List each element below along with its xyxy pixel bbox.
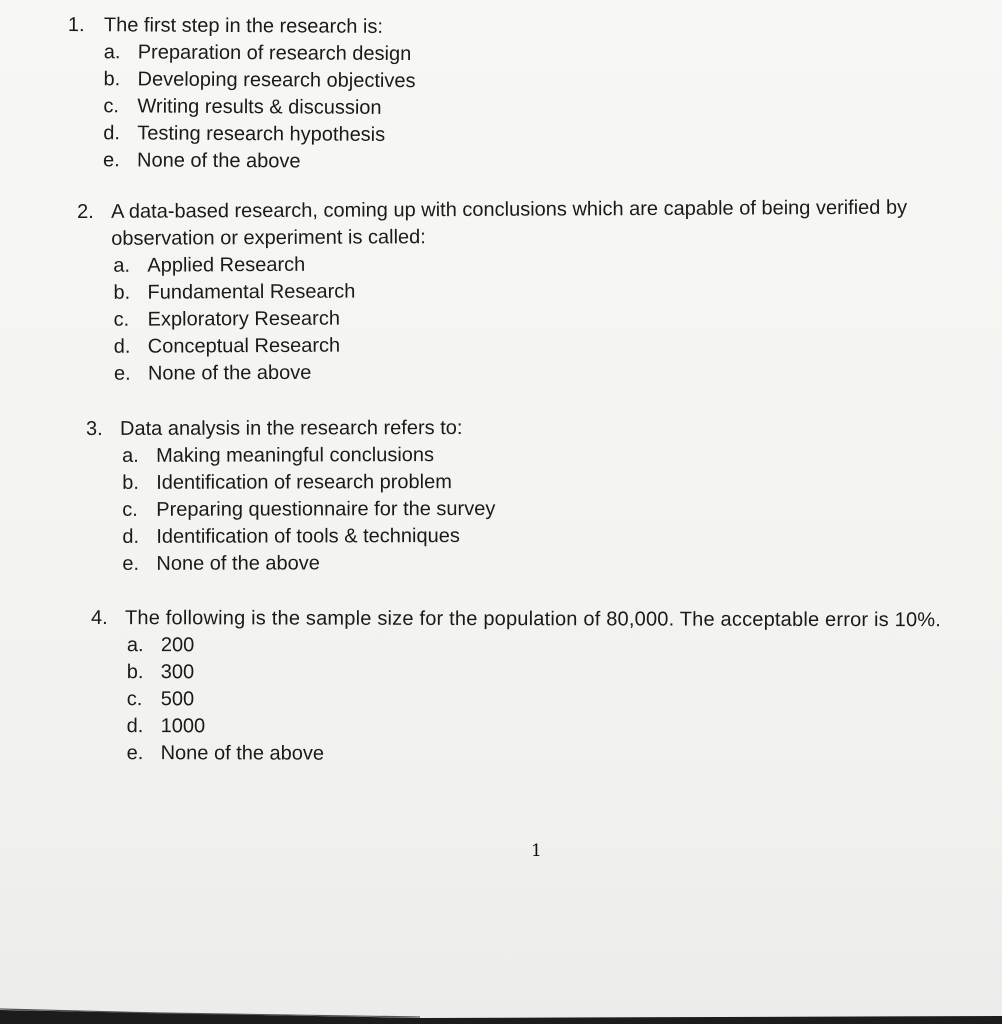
option-letter: c. (113, 308, 130, 331)
option-list (127, 632, 991, 769)
option-a (127, 632, 991, 661)
option-list (113, 249, 918, 388)
option-c (127, 686, 991, 715)
question-2 (77, 195, 918, 388)
option-b (127, 659, 991, 688)
option-b (122, 468, 906, 497)
question-text: The first step in the research is: (103, 14, 383, 38)
option-c (114, 303, 918, 334)
option-letter: c. (122, 498, 138, 521)
option-text: Making meaningful conclusions (156, 444, 435, 467)
option-letter: d. (113, 335, 131, 358)
option-text: Fundamental Research (147, 280, 356, 304)
option-e (127, 740, 991, 769)
option-letter: c. (103, 95, 120, 118)
option-d (114, 330, 918, 361)
option-text: Exploratory Research (147, 307, 341, 331)
option-letter: e. (113, 362, 131, 385)
option-a (122, 441, 906, 470)
question-stem (77, 195, 917, 253)
page-shadow (0, 1010, 1002, 1024)
option-letter: e. (103, 149, 120, 172)
question-number: 2. (77, 200, 94, 223)
option-d (122, 522, 906, 551)
option-a (113, 249, 917, 280)
option-text: Applied Research (147, 253, 306, 277)
option-letter: a. (113, 254, 131, 277)
option-e (114, 357, 918, 388)
question-number: 1. (67, 13, 85, 37)
option-text: None of the above (137, 149, 301, 173)
option-letter: b. (122, 471, 139, 494)
option-e (103, 147, 867, 179)
option-text: Conceptual Research (147, 334, 341, 358)
option-list (122, 441, 906, 578)
option-letter: b. (113, 281, 131, 304)
question-4 (91, 605, 991, 769)
option-text: 200 (160, 634, 195, 657)
option-text: 300 (160, 661, 195, 684)
option-text: None of the above (147, 361, 312, 385)
option-text: 500 (160, 688, 195, 711)
question-3 (86, 414, 906, 578)
question-1 (67, 12, 868, 179)
option-text: 1000 (160, 715, 206, 738)
option-letter: b. (126, 661, 144, 684)
option-letter: c. (126, 688, 143, 711)
page-number: 1 (531, 841, 542, 861)
option-letter: d. (103, 122, 121, 145)
option-c (122, 495, 906, 524)
option-e (122, 549, 906, 578)
option-list (103, 39, 868, 179)
option-letter: b. (103, 68, 121, 91)
option-letter: a. (103, 41, 121, 64)
option-d (127, 713, 991, 742)
option-text: Developing research objectives (137, 68, 416, 93)
question-stem (86, 414, 906, 443)
question-text: A data-based research, coming up with conclusions which are capable of being verified by observation or experiment is called: (111, 196, 908, 250)
option-b (113, 276, 917, 307)
option-text: Preparing questionnaire for the survey (156, 497, 496, 521)
option-text: Identification of research problem (156, 471, 452, 494)
option-text: None of the above (160, 742, 325, 765)
question-number: 4. (90, 607, 108, 630)
option-text: Preparation of research design (137, 41, 412, 66)
page-bottom-edge (0, 1000, 1002, 1024)
option-letter: e. (122, 552, 140, 575)
question-stem (91, 605, 991, 634)
question-number: 3. (86, 417, 103, 440)
question-text: Data analysis in the research refers to: (120, 417, 463, 440)
option-letter: d. (122, 525, 140, 548)
option-letter: a. (122, 444, 139, 467)
question-text: The following is the sample size for the population of 80,000. The acceptable error is 10%. (124, 607, 942, 632)
option-letter: e. (126, 742, 144, 765)
option-text: Testing research hypothesis (137, 122, 386, 146)
option-letter: d. (126, 715, 144, 738)
option-text: None of the above (156, 552, 320, 575)
option-text: Writing results & discussion (137, 95, 382, 119)
option-letter: a. (126, 634, 144, 657)
option-text: Identification of tools & techniques (156, 525, 460, 548)
